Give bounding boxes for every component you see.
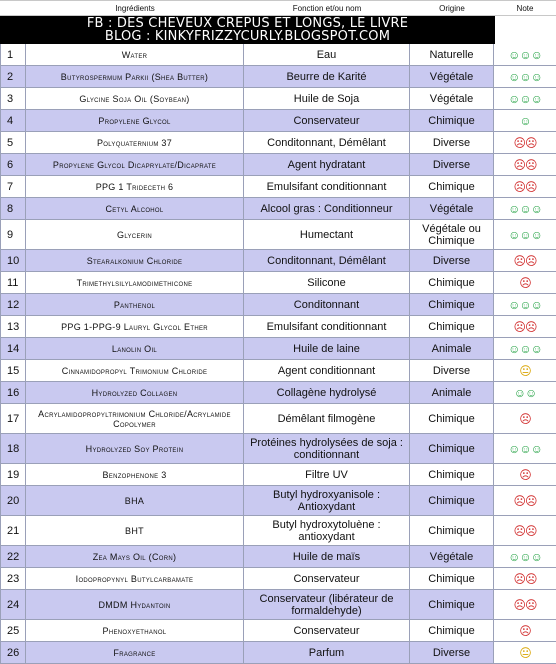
- ingredient-name: PPG 1-PPG-9 Lauryl Glycol Ether: [26, 316, 244, 337]
- row-number: 23: [0, 568, 26, 589]
- table-row: [0, 294, 556, 316]
- ingredient-origin: Diverse: [410, 360, 494, 381]
- table-row: [0, 198, 556, 220]
- ingredient-origin: Végétale: [410, 88, 494, 109]
- rating-icon: ☺☺☺: [494, 434, 556, 463]
- rating-icon: ☹☹: [494, 132, 556, 153]
- rating-icon: ☺☺: [494, 382, 556, 403]
- row-number: 11: [0, 272, 26, 293]
- row-number: 14: [0, 338, 26, 359]
- ingredient-function: Huile de Soja: [244, 88, 410, 109]
- ingredient-name: Water: [26, 44, 244, 65]
- ingredient-origin: Chimique: [410, 464, 494, 485]
- row-number: 16: [0, 382, 26, 403]
- rating-icon: 😐: [494, 642, 556, 663]
- ingredient-name: Cetyl Alcohol: [26, 198, 244, 219]
- rating-icon: ☺☺☺: [494, 66, 556, 87]
- banner-line-1: FB : DES CHEVEUX CREPUS ET LONGS, LE LIVRE: [86, 16, 409, 31]
- ingredient-name: Trimethylsilylamodimethicone: [26, 272, 244, 293]
- ingredient-function: Conservateur (libérateur de formaldehyde): [244, 590, 410, 619]
- ingredient-origin: Naturelle: [410, 44, 494, 65]
- table-row: [0, 568, 556, 590]
- rating-icon: ☹☹: [494, 176, 556, 197]
- row-number: 8: [0, 198, 26, 219]
- ingredient-function: Conditonnant: [244, 294, 410, 315]
- ingredient-name: Glycerin: [26, 220, 244, 249]
- ingredient-name: Fragrance: [26, 642, 244, 663]
- ingredient-origin: Diverse: [410, 132, 494, 153]
- ingredient-function: Huile de maïs: [244, 546, 410, 567]
- ingredient-function: Agent hydratant: [244, 154, 410, 175]
- ingredient-function: Conservateur: [244, 620, 410, 641]
- row-number: 5: [0, 132, 26, 153]
- ingredient-origin: Animale: [410, 338, 494, 359]
- table-row: [0, 176, 556, 198]
- ingredient-origin: Chimique: [410, 272, 494, 293]
- ingredient-origin: Végétale: [410, 198, 494, 219]
- table-row: [0, 434, 556, 464]
- header-ingredients: Ingrédients: [115, 4, 155, 13]
- ingredient-name: BHT: [26, 516, 244, 545]
- header-origine: Origine: [439, 4, 465, 13]
- row-number: 7: [0, 176, 26, 197]
- ingredient-name: Panthenol: [26, 294, 244, 315]
- rating-icon: ☺☺☺: [494, 198, 556, 219]
- row-number: 10: [0, 250, 26, 271]
- rating-icon: ☺: [494, 110, 556, 131]
- header-note: Note: [516, 4, 534, 13]
- rating-icon: ☹☹: [494, 316, 556, 337]
- rating-icon: 😐: [494, 360, 556, 381]
- ingredient-name: Propylene Glycol: [26, 110, 244, 131]
- rating-icon: ☺☺☺: [494, 546, 556, 567]
- ingredient-origin: Chimique: [410, 434, 494, 463]
- table-row: [0, 516, 556, 546]
- row-number: 20: [0, 486, 26, 515]
- row-number: 15: [0, 360, 26, 381]
- table-row: [0, 486, 556, 516]
- row-number: 18: [0, 434, 26, 463]
- ingredient-origin: Animale: [410, 382, 494, 403]
- ingredient-name: PPG 1 Trideceth 6: [26, 176, 244, 197]
- ingredient-name: Phenoxyethanol: [26, 620, 244, 641]
- row-number: 21: [0, 516, 26, 545]
- row-number: 3: [0, 88, 26, 109]
- ingredient-origin: Diverse: [410, 642, 494, 663]
- ingredient-name: Zea Mays Oil (Corn): [26, 546, 244, 567]
- row-number: 22: [0, 546, 26, 567]
- ingredient-function: Huile de laine: [244, 338, 410, 359]
- rating-icon: ☺☺☺: [494, 220, 556, 249]
- ingredient-function: Protéines hydrolysées de soja : conditionnant: [244, 434, 410, 463]
- table-row: [0, 250, 556, 272]
- ingredient-name: Hydrolyzed Soy Protein: [26, 434, 244, 463]
- rating-icon: ☹☹: [494, 486, 556, 515]
- header-number: [0, 1, 26, 15]
- ingredient-function: Démêlant filmogène: [244, 404, 410, 433]
- ingredient-origin: Chimique: [410, 486, 494, 515]
- table-row: [0, 546, 556, 568]
- table-row: [0, 338, 556, 360]
- row-number: 25: [0, 620, 26, 641]
- banner-line-2: BLOG : KINKYFRIZZYCURLY.BLOGSPOT.COM: [104, 29, 391, 44]
- ingredient-function: Emulsifant conditionnant: [244, 176, 410, 197]
- ingredient-name: Lanolin Oil: [26, 338, 244, 359]
- ingredient-function: Conservateur: [244, 568, 410, 589]
- rating-icon: ☹☹: [494, 568, 556, 589]
- row-number: 13: [0, 316, 26, 337]
- row-number: 4: [0, 110, 26, 131]
- rating-icon: ☹☹: [494, 250, 556, 271]
- row-number: 1: [0, 44, 26, 65]
- ingredient-function: Alcool gras : Conditionneur: [244, 198, 410, 219]
- ingredient-origin: Chimique: [410, 176, 494, 197]
- rating-icon: ☹: [494, 272, 556, 293]
- table-row: [0, 316, 556, 338]
- row-number: 2: [0, 66, 26, 87]
- blog-banner: [0, 16, 495, 44]
- ingredient-function: Agent conditionnant: [244, 360, 410, 381]
- ingredient-name: Polyquaternium 37: [26, 132, 244, 153]
- table-row: [0, 110, 556, 132]
- ingredient-origin: Végétale ou Chimique: [410, 220, 494, 249]
- table-row: [0, 88, 556, 110]
- ingredient-name: Cinnamidopropyl Trimonium Chloride: [26, 360, 244, 381]
- row-number: 9: [0, 220, 26, 249]
- rating-icon: ☹☹: [494, 516, 556, 545]
- table-row: [0, 272, 556, 294]
- ingredient-function: Collagène hydrolysé: [244, 382, 410, 403]
- ingredient-origin: Chimique: [410, 568, 494, 589]
- table-row: [0, 590, 556, 620]
- ingredient-function: Beurre de Karité: [244, 66, 410, 87]
- rating-icon: ☹☹: [494, 590, 556, 619]
- rating-icon: ☹: [494, 464, 556, 485]
- rating-icon: ☹☹: [494, 154, 556, 175]
- rating-icon: ☺☺☺: [494, 44, 556, 65]
- ingredient-origin: Chimique: [410, 294, 494, 315]
- ingredient-origin: Chimique: [410, 316, 494, 337]
- ingredient-origin: Végétale: [410, 66, 494, 87]
- table-row: [0, 132, 556, 154]
- table-row: [0, 154, 556, 176]
- ingredient-function: Butyl hydroxyanisole : Antioxydant: [244, 486, 410, 515]
- ingredient-name: Glycine Soja Oil (Soybean): [26, 88, 244, 109]
- ingredient-name: BHA: [26, 486, 244, 515]
- row-number: 26: [0, 642, 26, 663]
- ingredient-origin: Chimique: [410, 404, 494, 433]
- table-header: [0, 0, 556, 16]
- row-number: 6: [0, 154, 26, 175]
- rating-icon: ☺☺☺: [494, 338, 556, 359]
- table-body: [0, 44, 556, 664]
- table-row: [0, 620, 556, 642]
- ingredient-function: Conservateur: [244, 110, 410, 131]
- row-number: 12: [0, 294, 26, 315]
- ingredient-name: Hydrolyzed Collagen: [26, 382, 244, 403]
- ingredient-name: Iodopropynyl Butylcarbamate: [26, 568, 244, 589]
- ingredient-function: Conditonnant, Démêlant: [244, 250, 410, 271]
- row-number: 24: [0, 590, 26, 619]
- ingredient-name: DMDM Hydantoin: [26, 590, 244, 619]
- ingredient-function: Filtre UV: [244, 464, 410, 485]
- row-number: 19: [0, 464, 26, 485]
- ingredient-origin: Diverse: [410, 154, 494, 175]
- rating-icon: ☺☺☺: [494, 88, 556, 109]
- table-row: [0, 404, 556, 434]
- rating-icon: ☹: [494, 620, 556, 641]
- table-row: [0, 44, 556, 66]
- ingredient-function: Silicone: [244, 272, 410, 293]
- ingredient-name: Butyrospermum Parkii (Shea Butter): [26, 66, 244, 87]
- ingredient-origin: Diverse: [410, 250, 494, 271]
- ingredient-origin: Végétale: [410, 546, 494, 567]
- ingredient-function: Butyl hydroxytoluène : antioxydant: [244, 516, 410, 545]
- rating-icon: ☺☺☺: [494, 294, 556, 315]
- table-row: [0, 220, 556, 250]
- header-fonction: Fonction et/ou nom: [292, 4, 362, 13]
- ingredient-function: Parfum: [244, 642, 410, 663]
- ingredient-function: Conditonnant, Démêlant: [244, 132, 410, 153]
- table-row: [0, 66, 556, 88]
- rating-icon: ☹: [494, 404, 556, 433]
- ingredient-function: Eau: [244, 44, 410, 65]
- ingredient-name: Acrylamidopropyltrimonium Chloride/Acrylamide Copolymer: [26, 404, 244, 433]
- ingredient-origin: Chimique: [410, 590, 494, 619]
- row-number: 17: [0, 404, 26, 433]
- ingredient-name: Propylene Glycol Dicaprylate/Dicaprate: [26, 154, 244, 175]
- ingredient-origin: Chimique: [410, 110, 494, 131]
- ingredient-function: Emulsifant conditionnant: [244, 316, 410, 337]
- table-row: [0, 360, 556, 382]
- ingredient-origin: Chimique: [410, 516, 494, 545]
- ingredient-origin: Chimique: [410, 620, 494, 641]
- table-row: [0, 382, 556, 404]
- table-row: [0, 464, 556, 486]
- ingredient-name: Stearalkonium Chloride: [26, 250, 244, 271]
- ingredient-function: Humectant: [244, 220, 410, 249]
- ingredient-name: Benzophenone 3: [26, 464, 244, 485]
- table-row: [0, 642, 556, 664]
